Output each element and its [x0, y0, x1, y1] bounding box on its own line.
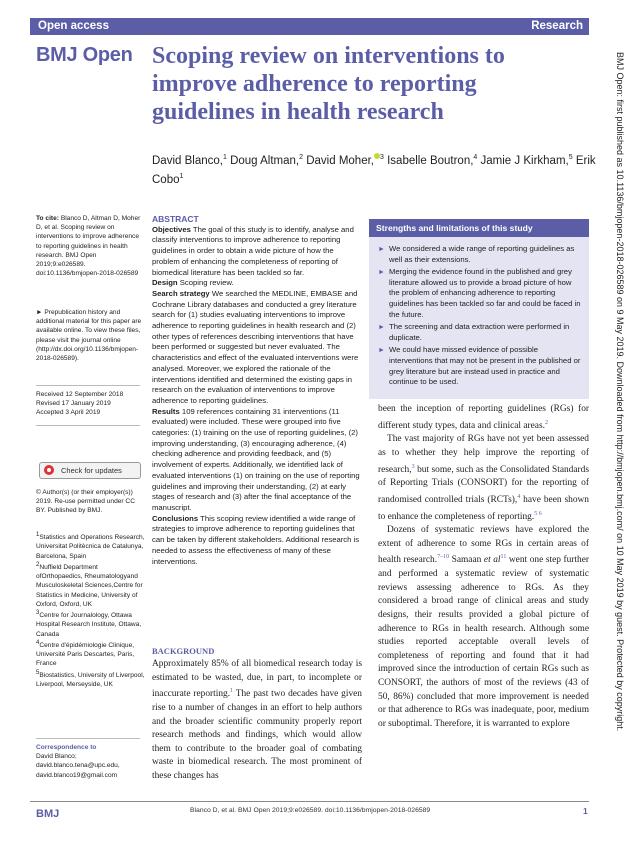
citation-ref[interactable]: 3: [411, 463, 415, 470]
results-text: 109 references containing 31 interventions (11 evaluated) were included. These were grouped into five categories: (1) training on the use of reporting guidelines, (2) improving understanding, (3) encouraging adherence, (4) checking adherence and providing feedback, and (5) involvement of experts. Additionally, we identified lack of evaluated interventions (1) on training on the use of reporting guidelines and improving their understanding, (2) at early stages of research and (3) after the final acceptance of the manuscript.: [152, 406, 360, 512]
affiliation-text: Biostatistics, University of Liverpool, Liverpool, Merseyside, UK: [36, 671, 145, 688]
author-sup: 5: [568, 154, 573, 161]
abstract-conclusions: [152, 514, 362, 568]
affiliation-text: Centre d'épidémiologie Clinique, Université Paris Descartes, Paris, France: [36, 641, 135, 668]
citation-ref[interactable]: 4: [517, 493, 521, 500]
correspondence-block: [36, 743, 146, 780]
author-sup: 1: [222, 154, 227, 161]
abstract-search: [152, 289, 362, 407]
author-name[interactable]: Isabelle Boutron,: [387, 154, 474, 167]
dates-block: [36, 390, 146, 418]
author-name[interactable]: Doug Altman,: [230, 154, 300, 167]
list-item-text: We could have missed evidence of possible interventions that may not be present in the published or grey literature but are instead used in practice and continue to be used.: [389, 345, 581, 387]
citation-ref[interactable]: 1: [230, 688, 234, 695]
body-right-column: [378, 403, 589, 731]
affiliation-text: Statistics and Operations Research, Universitat Politècnica de Catalunya, Barcelona, Spain: [36, 534, 145, 560]
copyright-note: © Author(s) (or their employer(s)) 2019. Re-use permitted under CC BY. Published by BMJ.: [36, 489, 135, 515]
text: been the inception of reporting guidelines (RGs) for different study types, data and clinical areas.: [378, 404, 589, 431]
paragraph: [152, 658, 362, 783]
abstract-objectives: [152, 225, 362, 279]
check-updates-label: Check for updates: [61, 466, 122, 475]
author-sup: 4: [473, 154, 478, 161]
divider: [36, 738, 140, 739]
affiliation-sup: 3: [36, 610, 40, 616]
citation-block: [36, 214, 146, 278]
background-section: [152, 646, 362, 783]
cite-label: To cite:: [36, 215, 59, 222]
divider: [36, 425, 140, 426]
affiliation-sup: 4: [36, 639, 40, 646]
triangle-bullet-icon: ►: [378, 246, 385, 253]
objectives-text: The goal of this study is to identify, analyse and classify interventions to improve adherence to reporting guidelines in order to obtain a wide picture of how the problem of enhancing the completeness of reporting of biomedical literature has been tackled so far.: [152, 224, 354, 277]
section-label: Research: [531, 20, 583, 32]
text: et al: [483, 555, 501, 566]
citation-ref[interactable]: 7–10: [437, 554, 450, 561]
prepub-note[interactable]: ► Prepublication history and additional material for this paper are available online. To view these files, please visit the journal online (http://dx.doi.org/10.1136/bmjopen-2018-026589).: [36, 309, 142, 363]
email-link[interactable]: david.blanco19@gmail.com: [36, 771, 118, 779]
affiliation-sup: 2: [36, 561, 40, 568]
text: Samaan: [449, 555, 484, 566]
author-name[interactable]: Jamie J Kirkham,: [480, 154, 569, 167]
paragraph: [378, 403, 589, 433]
list-item: [378, 322, 583, 343]
abstract-results: [152, 407, 362, 514]
triangle-bullet-icon: ►: [378, 324, 385, 332]
search-label: Search strategy: [152, 288, 210, 298]
list-item-text: We considered a wide range of reporting guidelines as well as their extensions.: [389, 244, 575, 264]
list-item-text: Merging the evidence found in the published and grey literature allowed us to provide a broad picture of how the problem of enhancing adherence to reporting guidelines has been tackled so far and could be faced in the future.: [389, 267, 581, 319]
check-updates-button[interactable]: [39, 462, 141, 479]
results-label: Results: [152, 406, 180, 416]
author-name[interactable]: David Blanco,: [152, 154, 223, 167]
search-text: We searched the MEDLINE, EMBASE and Cochrane Library databases and conducted a grey literature search for (1) studies evaluating interventions to improve adherence to reporting guidelines in health research and (2) other types of references describing interventions that have been performed or suggested but never evaluated. The characteristics and effect of the evaluated interventions were analysed. Moreover, we explored the rationale of the interventions identified and determined the existing gaps in research on the evaluation of interventions to improve adherence to reporting guidelines.: [152, 288, 359, 405]
citation-ref[interactable]: 2: [544, 419, 548, 426]
affiliation-item: [36, 669, 146, 690]
design-label: Design: [152, 278, 178, 288]
objectives-label: Objectives: [152, 224, 191, 234]
vertical-download-note: [612, 52, 626, 812]
vertical-note-text[interactable]: BMJ Open: first published as 10.1136/bmjopen-2018-026589 on 9 May 2019. Downloaded from http://bmjopen.bmj.com/ on 10 May 2019 by guest. Protected by copyright.: [615, 52, 625, 732]
author-list: [152, 150, 597, 188]
citation-ref[interactable]: 5 6: [534, 510, 542, 517]
author-sup: 1: [179, 172, 184, 180]
abstract-design: [152, 278, 362, 289]
text: The past two decades have given rise to a number of changes in an effort to help authors and the broader scientific community properly report research methods and findings, which would allow them to contribute to the broader goal of combating waste in biomedical research. The most prominent of these changes has: [152, 689, 362, 781]
text: went one step further and performed a systematic review of systematic reviews assessing adherence to RGs. As they considered a broad range of clinical areas and study designs, their results provided a global picture of adherence to RGs in health research. Although some studies reported acceptable overall levels of completeness of reporting and found that it had improved since the introduction of certain RGs such as CONSORT, the authors of most of the reviews (43 of 50, 86%) concluded that more improvement is needed or that adherence to RGs was inadequate, poor, medium or suboptimal. Therefore, it is warranted to explore: [378, 555, 590, 729]
author-sup: 3: [380, 154, 384, 161]
correspondence-name: David Blanco;: [36, 753, 77, 761]
revised-date: Revised 17 January 2019: [36, 400, 111, 408]
affiliation-item: [36, 609, 146, 639]
triangle-bullet-icon: ►: [378, 347, 385, 355]
text: have been shown to enhance the completeness of reporting.: [378, 494, 589, 522]
top-banner: [30, 18, 589, 35]
journal-logo[interactable]: BMJ Open: [36, 44, 133, 66]
author-sup: 2: [299, 154, 304, 161]
affiliation-sup: 1: [36, 532, 40, 538]
crossmark-icon: [44, 465, 54, 475]
strengths-header: [369, 219, 589, 237]
text: Dozens of systematic reviews have explored the extent of adherence to some RGs in certain areas of health research.: [378, 525, 589, 566]
affiliation-sup: 5: [36, 669, 40, 676]
author-name[interactable]: David Moher,: [306, 154, 374, 167]
received-date: Received 12 September 2018: [36, 391, 124, 398]
footer-divider: [30, 801, 589, 802]
divider: [36, 385, 140, 386]
affiliation-item: [36, 531, 146, 561]
correspondence-label: Correspondence to: [36, 744, 97, 751]
abstract-heading: ABSTRACT: [152, 214, 199, 224]
text: The vast majority of RGs have not yet been assessed as to whether they help improve the reporting of research,: [378, 434, 589, 475]
list-item-text: The screening and data extraction were performed in duplicate.: [389, 322, 570, 342]
triangle-bullet-icon: ►: [378, 269, 385, 277]
open-access-label: Open access: [38, 20, 109, 32]
article-title: Scoping review on interventions to improve adherence to reporting guidelines in health research: [152, 43, 505, 125]
page-number: 1: [583, 806, 588, 816]
text: Approximately 85% of all biomedical research today is estimated to be wasted, due, in part, to incomplete or inaccurate reporting.: [152, 659, 362, 700]
design-text: Scoping review.: [179, 278, 234, 288]
affiliations: [36, 531, 146, 689]
strengths-list: [378, 244, 583, 390]
conclusions-label: Conclusions: [152, 513, 199, 523]
conclusions-text: This scoping review identified a wide range of strategies to improve adherence to reporting guidelines that can be taken by different stakeholders. Additional research is needed to assess the effectiveness of many of these interventions.: [152, 513, 360, 566]
list-item: [378, 267, 583, 320]
affiliation-text: Nuffield Department ofOrthopaedics, Rheumatologyand Musculoskeletal Sciences,Centre for Statistics in Medicine, University of Oxford, Oxford, UK: [36, 563, 143, 608]
background-heading: BACKGROUND: [152, 646, 215, 656]
author-name[interactable]: Erik Cobo: [152, 154, 596, 186]
accepted-date: Accepted 3 April 2019: [36, 409, 101, 417]
list-item: [378, 345, 583, 387]
citation-ref[interactable]: 11: [500, 554, 507, 561]
paragraph: [378, 524, 589, 731]
strengths-box: [369, 219, 589, 399]
bmj-logo[interactable]: BMJ: [36, 808, 60, 820]
abstract: [152, 214, 362, 567]
strengths-heading: Strengths and limitations of this study: [376, 223, 533, 233]
email-link[interactable]: david.blanco.tena@upc.edu,: [36, 762, 120, 770]
affiliation-text: Centre for Journalology, Ottawa Hospital Research Institute, Ottawa, Canada: [36, 612, 142, 638]
paragraph: [378, 433, 589, 524]
affiliation-item: [36, 561, 146, 609]
cite-text: Blanco D, Altman D, Moher D, et al. Scoping review on interventions to improve adherence to reporting guidelines in health research. BMJ Open 2019;9:e026589. doi:10.1136/bmjopen-2018-026589: [36, 215, 141, 278]
footer-citation: Blanco D, et al. BMJ Open 2019;9:e026589. doi:10.1136/bmjopen-2018-026589: [190, 807, 431, 814]
text: but some, such as the Consolidated Standards of Reporting Trials (CONSORT) for the reporting of randomised controlled trials (RCTs),: [378, 464, 589, 505]
list-item: [378, 244, 583, 265]
affiliation-item: [36, 639, 146, 669]
